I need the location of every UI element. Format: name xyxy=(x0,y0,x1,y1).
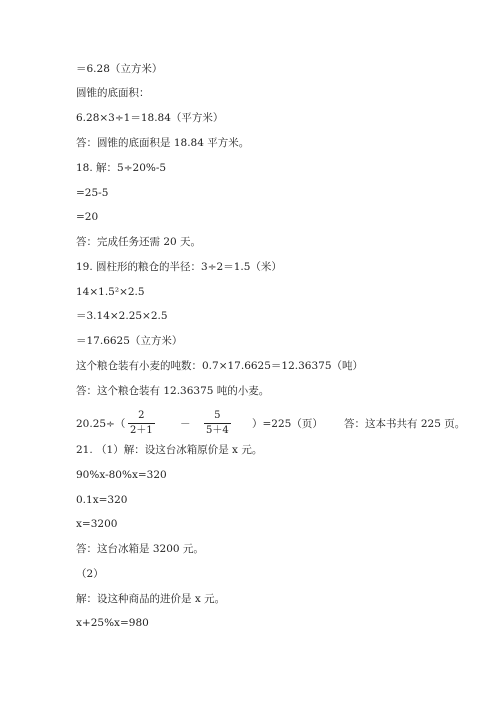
fraction-1-bar xyxy=(128,423,155,424)
fraction-2 xyxy=(204,410,231,437)
text-line: =20 xyxy=(76,211,99,223)
text-line: 90%x-80%x=320 xyxy=(76,469,167,481)
q20-prefix: 20.25÷（ xyxy=(76,418,126,430)
text-line: ＝17.6625（立方米） xyxy=(76,335,183,347)
fraction-2-bar xyxy=(204,423,231,424)
q20-answer: 答：这本书共有 225 页。 xyxy=(344,418,466,430)
text-line: 解：设这种商品的进价是 x 元。 xyxy=(76,593,226,605)
fraction-2-denominator: 5＋4 xyxy=(206,425,229,436)
question-20-row xyxy=(76,410,496,444)
text-line: =25-5 xyxy=(76,187,109,199)
text-line: x+25%x=980 xyxy=(76,617,149,629)
q20-minus: － xyxy=(180,418,191,430)
text-line: 答：圆锥的底面积是 18.84 平方米。 xyxy=(76,137,250,149)
text-line: 18. 解：5÷20%-5 xyxy=(76,162,167,174)
fraction-1 xyxy=(128,410,155,437)
text-line: 圆锥的底面积： xyxy=(76,87,150,99)
text-line: ＝3.14×2.25×2.5 xyxy=(76,310,168,322)
q20-suffix: ）=225（页） xyxy=(252,418,323,430)
fraction-2-numerator: 5 xyxy=(214,410,221,421)
fraction-1-numerator: 2 xyxy=(138,410,145,421)
text-line: 答：这台冰箱是 3200 元。 xyxy=(76,543,204,555)
text-line: 0.1x=320 xyxy=(76,494,128,506)
text-line: 这个粮仓装有小麦的吨数：0.7×17.6625＝12.36375（吨） xyxy=(76,360,364,372)
text-line: ＝6.28（立方米） xyxy=(76,63,163,75)
text-line: 6.28×3÷1＝18.84（平方米） xyxy=(76,112,224,124)
text-line: 19. 圆柱形的粮仓的半径：3÷2＝1.5（米） xyxy=(76,261,282,273)
text-line: 答：完成任务还需 20 天。 xyxy=(76,236,202,248)
fraction-1-denominator: 2＋1 xyxy=(130,425,153,436)
text-line: （2） xyxy=(76,568,104,580)
text-line: 21. （1）解：设这台冰箱原价是 x 元。 xyxy=(76,444,263,456)
text-line: 14×1.5²×2.5 xyxy=(76,286,145,298)
text-line: 答：这个粮仓装有 12.36375 吨的小麦。 xyxy=(76,385,270,397)
text-line: x=3200 xyxy=(76,518,118,530)
